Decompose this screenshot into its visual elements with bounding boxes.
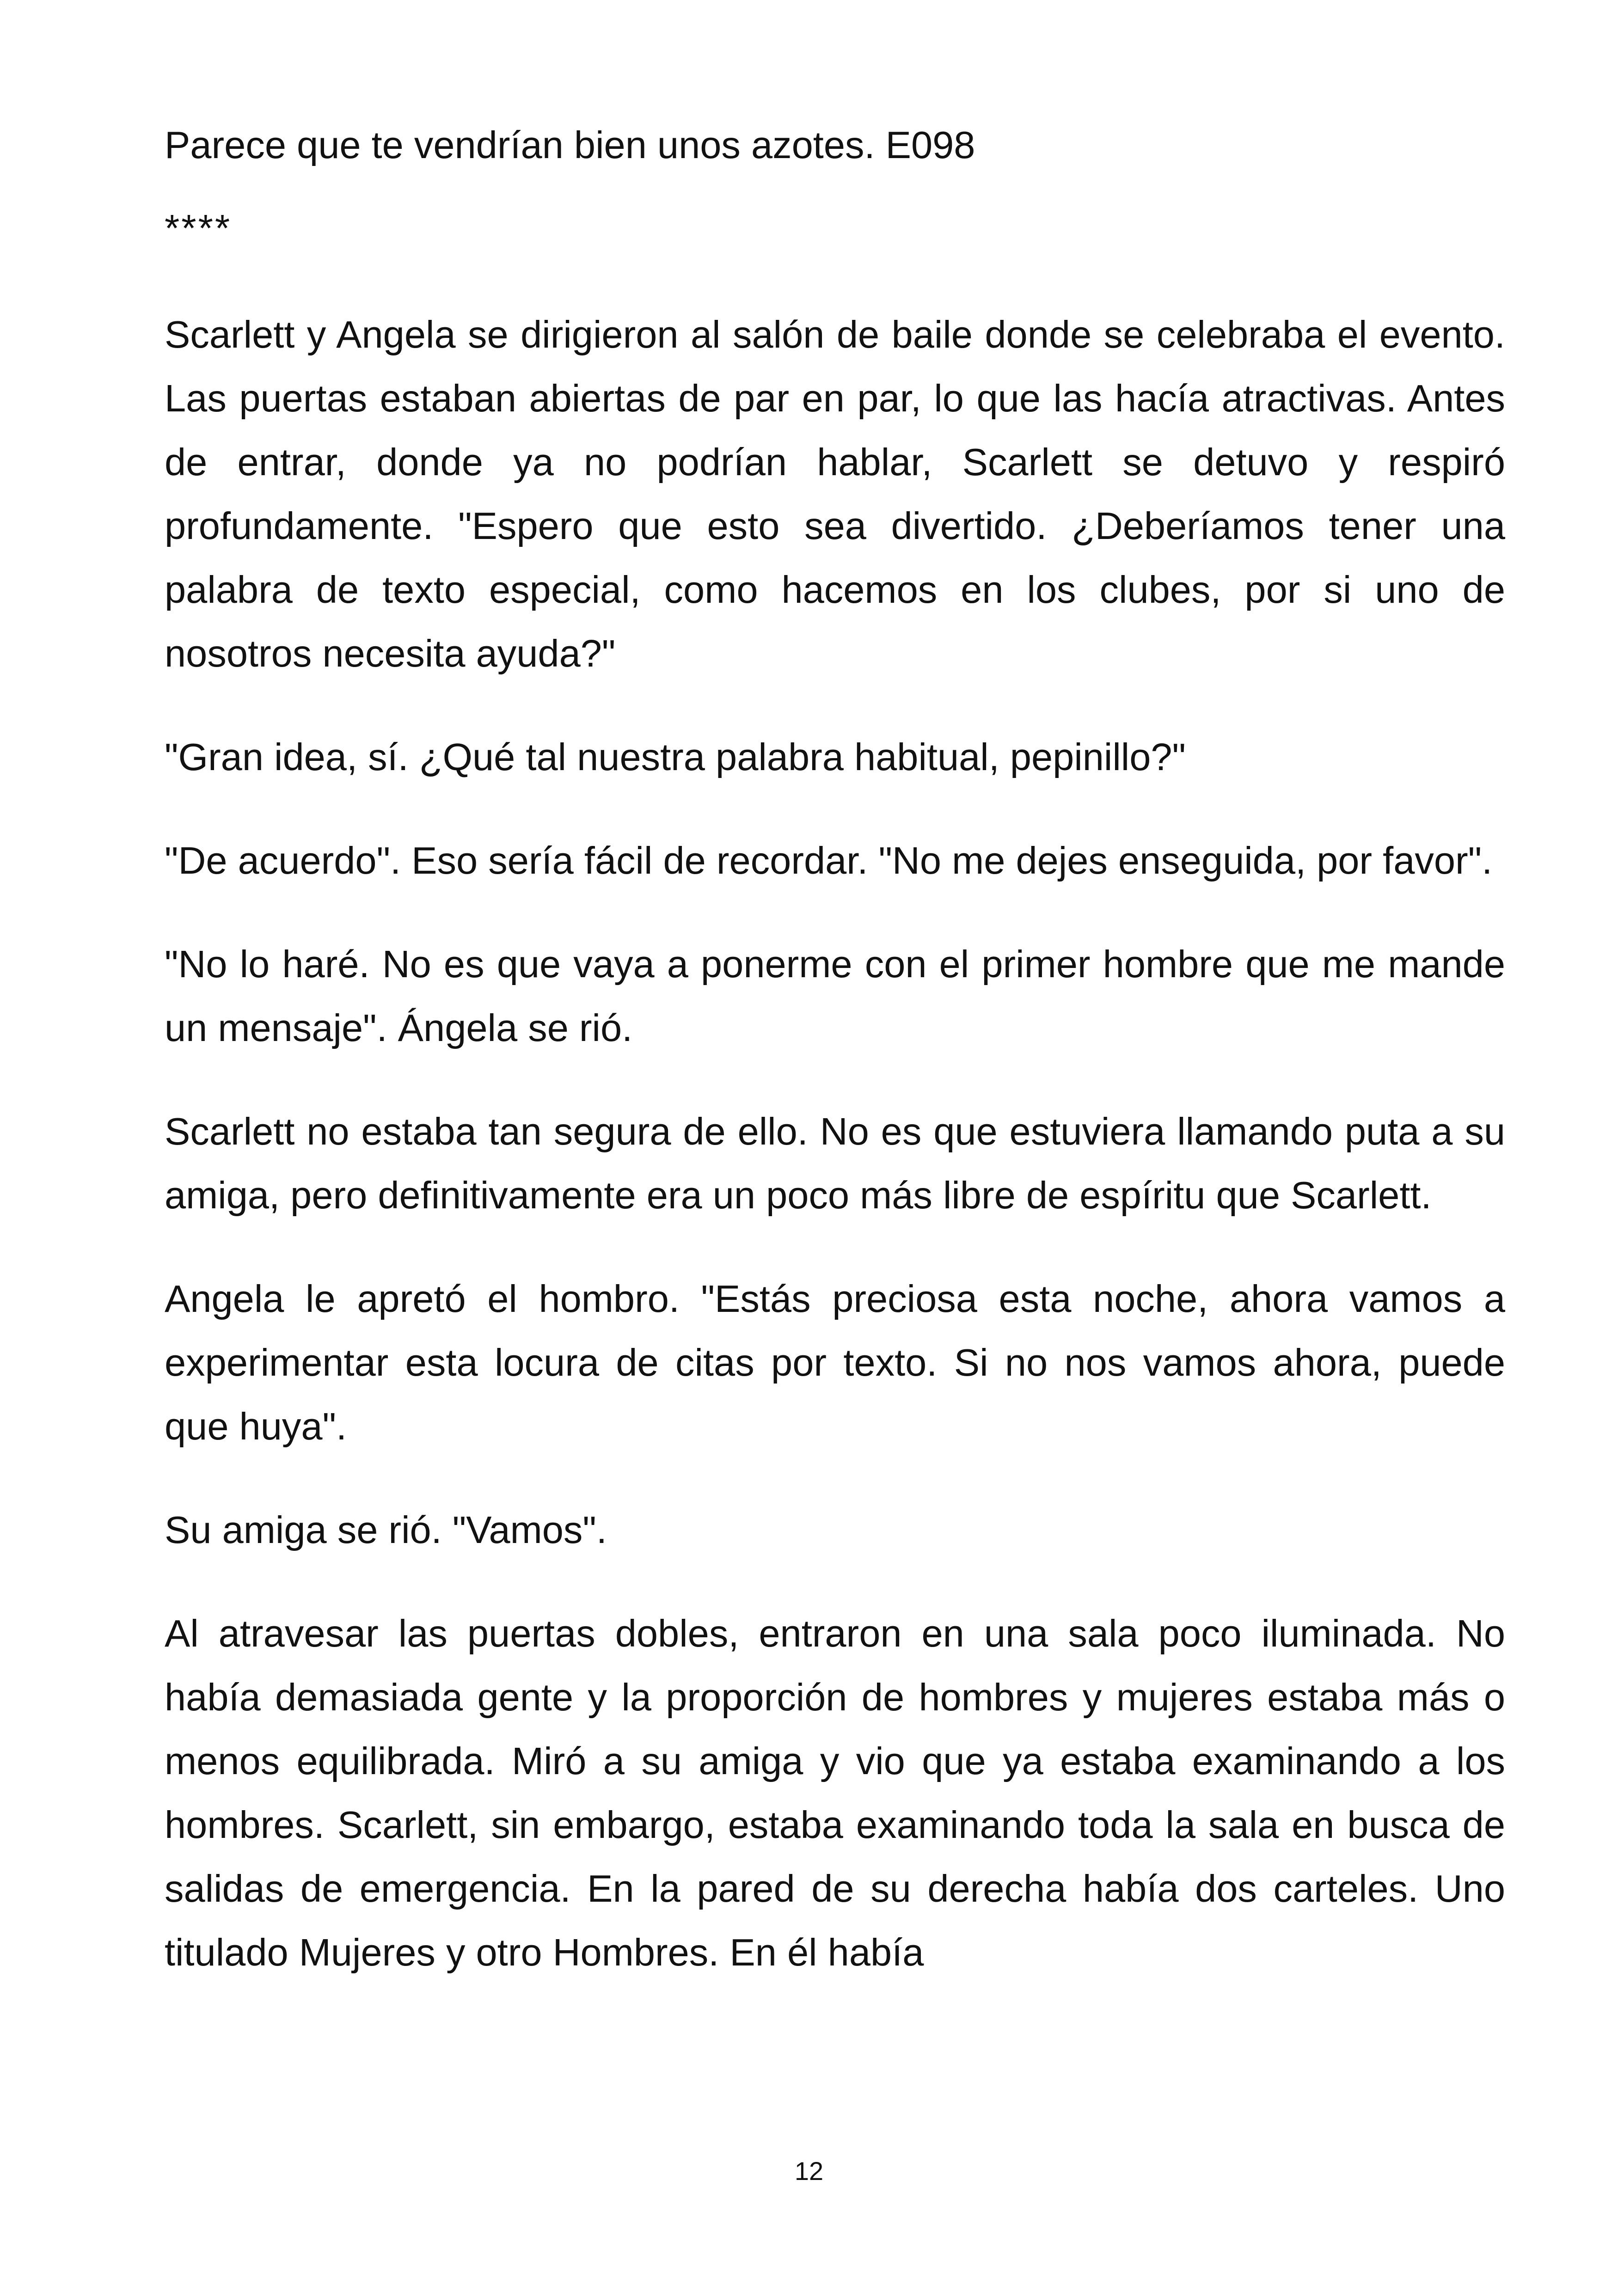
scene-separator: **** [165, 207, 232, 250]
paragraph-2: "Gran idea, sí. ¿Qué tal nuestra palabra habitual, pepinillo?" [165, 735, 1186, 778]
page-number: 12 [794, 2156, 824, 2186]
paragraph-4: "No lo haré. No es que vaya a ponerme con el primer hombre que me mande un mensaje". Ángela se rió. [165, 943, 1505, 1049]
chapter-heading-line: Parece que te vendrían bien unos azotes. E098 [165, 123, 975, 166]
paragraph-3: "De acuerdo". Eso sería fácil de recordar. "No me dejes enseguida, por favor". [165, 839, 1493, 882]
document-body [165, 113, 1505, 2024]
paragraph-1: Scarlett y Angela se dirigieron al salón de baile donde se celebraba el evento. Las puertas estaban abiertas de par en par, lo que las hacía atractivas. Antes de entrar, donde ya no podrían hablar, Scarlett se detuvo y respiró profundamente. "Espero que esto sea divertido. ¿Deberíamos tener una palabra de texto especial, como hacemos en los clubes, por si uno de nosotros necesita ayuda?" [165, 313, 1505, 675]
paragraph-8: Al atravesar las puertas dobles, entraron en una sala poco iluminada. No había demasiada gente y la proporción de hombres y mujeres estaba más o menos equilibrada. Miró a su amiga y vio que ya estaba examinando a los hombres. Scarlett, sin embargo, estaba examinando toda la sala en busca de salidas de emergencia. En la pared de su derecha había dos carteles. Uno titulado Mujeres y otro Hombres. En él había [165, 1612, 1505, 1974]
paragraph-7: Su amiga se rió. "Vamos". [165, 1508, 607, 1551]
paragraph-6: Angela le apretó el hombro. "Estás preciosa esta noche, ahora vamos a experimentar esta locura de citas por texto. Si no nos vamos ahora, puede que huya". [165, 1277, 1505, 1448]
paragraph-5: Scarlett no estaba tan segura de ello. No es que estuviera llamando puta a su amiga, pero definitivamente era un poco más libre de espíritu que Scarlett. [165, 1110, 1505, 1217]
